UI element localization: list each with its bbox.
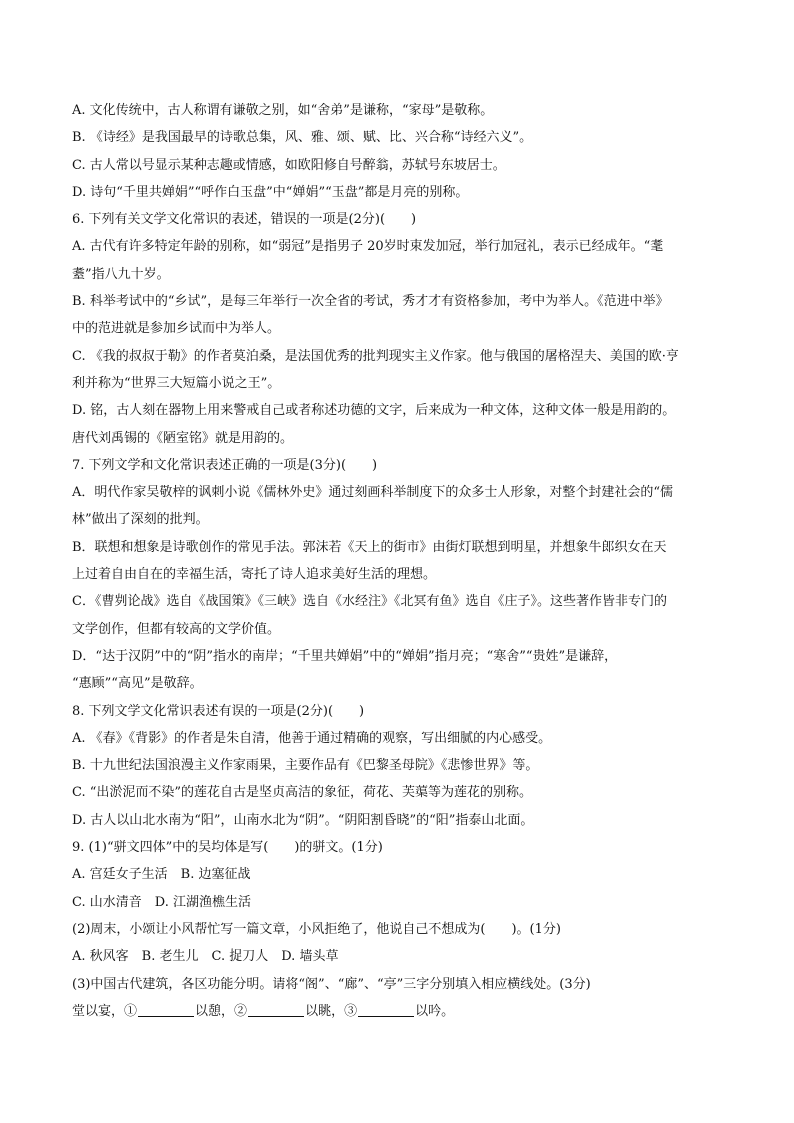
- question-9-part1-stem: 9. (1)“骈文四体”中的吴均体是写( )的骈文。(1分): [72, 840, 383, 856]
- option-6b-line2: 中的范进就是参加乡试而中为举人。: [72, 321, 281, 337]
- fill-text-2: 以眺，: [305, 1003, 345, 1019]
- question-9-part2-stem: (2)周末，小颂让小风帮忙写一篇文章，小风拒绝了，他说自己不想成为( )。(1分): [72, 921, 561, 937]
- option-7a-line2: 林”做出了深刻的批判。: [72, 512, 209, 528]
- option-8c: C. “出淤泥而不染”的莲花自古是坚贞高洁的象征，荷花、芙蕖等为莲花的别称。: [72, 785, 533, 801]
- option-6d-line2: 唐代刘禹锡的《陋室铭》就是用韵的。: [72, 430, 294, 446]
- option-7b-line2: 上过着自由自在的幸福生活，寄托了诗人追求美好生活的理想。: [72, 567, 437, 583]
- option-5c: C. 古人常以号显示某种志趣或情感，如欧阳修自号醉翁，苏轼号东坡居士。: [72, 157, 506, 173]
- fill-prefix: 堂以宴，: [72, 1003, 125, 1019]
- option-8a: A. 《春》《背影》的作者是朱自清，他善于通过精确的观察，写出细腻的内心感受。: [72, 730, 552, 746]
- fill-text-1: 以憩，: [195, 1003, 235, 1019]
- option-6a-line1: A. 古代有许多特定年龄的别称，如“弱冠”是指男子 20岁时束发加冠，举行加冠礼，表示已经成年。“耄: [72, 239, 664, 255]
- blank-2[interactable]: [248, 1000, 304, 1017]
- option-6a-line2: 耋”指八九十岁。: [72, 266, 170, 282]
- blank-3[interactable]: [358, 1000, 414, 1017]
- option-6c-line1: C. 《我的叔叔于勒》的作者莫泊桑，是法国优秀的批判现实主义作家。他与俄国的屠格涅夫、美国的欧·亨: [72, 348, 679, 364]
- question-9-part3-stem: (3)中国古代建筑，各区功能分明。请将“阁”、“廊”、“亭”三字分别填入相应横线处。(3分): [72, 976, 591, 992]
- options-9-2: A. 秋风客 B. 老生儿 C. 捉刀人 D. 墙头草: [72, 949, 339, 965]
- blank-1-number: ①: [124, 1003, 138, 1019]
- blank-1[interactable]: [138, 1000, 194, 1017]
- options-9-1-cd: C. 山水清音 D. 江湖渔樵生活: [72, 894, 251, 910]
- fill-text-3: 以吟。: [415, 1003, 455, 1019]
- blank-3-number: ③: [344, 1003, 358, 1019]
- option-8d: D. 古人以山北水南为“阳”，山南水北为“阴”。“阴阳割昏晓”的“阳”指泰山北面。: [72, 812, 534, 828]
- option-7b-line1: B．联想和想象是诗歌创作的常见手法。郭沫若《天上的街市》由街灯联想到明星，并想象牛郎织女在天: [72, 539, 667, 555]
- option-6b-line1: B. 科举考试中的“乡试”，是每三年举行一次全省的考试，秀才才有资格参加，考中为举人。《范进中举》: [72, 294, 669, 310]
- options-9-1-ab: A. 宫廷女子生活 B. 边塞征战: [72, 867, 251, 883]
- option-7a-line1: A．明代作家吴敬梓的讽刺小说《儒林外史》通过刻画科举制度下的众多士人形象，对整个封建社会的“儒: [72, 485, 674, 501]
- question-6-stem: 6. 下列有关文学文化常识的表述，错误的一项是(2分)( ): [72, 212, 417, 228]
- fill-in-line: [72, 998, 732, 1025]
- option-7d-line2: “惠顾”“高见”是敬辞。: [72, 676, 203, 692]
- question-content: [72, 97, 732, 1025]
- option-6d-line1: D. 铭，古人刻在器物上用来警戒自己或者称述功德的文字，后来成为一种文体，这种文体一般是用韵的。: [72, 403, 676, 419]
- option-7c-line1: C．《曹刿论战》选自《战国策》《三峡》选自《水经注》《北冥有鱼》选自《庄子》。这些著作皆非专门的: [72, 594, 667, 610]
- option-7d-line1: D．“达于汉阴”中的“阴”指水的南岸；“千里共婵娟”中的“婵娟”指月亮；“寒舍”“贵姓”是谦辞，: [72, 648, 618, 664]
- option-5b: B. 《诗经》是我国最早的诗歌总集，风、雅、颂、赋、比、兴合称“诗经六义”。: [72, 130, 533, 146]
- option-7c-line2: 文学创作，但都有较高的文学价值。: [72, 621, 281, 637]
- option-8b: B. 十九世纪法国浪漫主义作家雨果，主要作品有《巴黎圣母院》《悲惨世界》等。: [72, 758, 539, 774]
- question-8-stem: 8. 下列文学文化常识表述有误的一项是(2分)( ): [72, 703, 365, 719]
- option-6c-line2: 利并称为“世界三大短篇小说之王”。: [72, 375, 281, 391]
- blank-2-number: ②: [234, 1003, 248, 1019]
- question-7-stem: 7. 下列文学和文化常识表述正确的一项是(3分)( ): [72, 457, 378, 473]
- option-5d: D. 诗句“千里共婵娟”“呼作白玉盘”中“婵娟”“玉盘”都是月亮的别称。: [72, 184, 469, 200]
- option-5a: A. 文化传统中，古人称谓有谦敬之别，如“舍弟”是谦称，“家母”是敬称。: [72, 103, 494, 118]
